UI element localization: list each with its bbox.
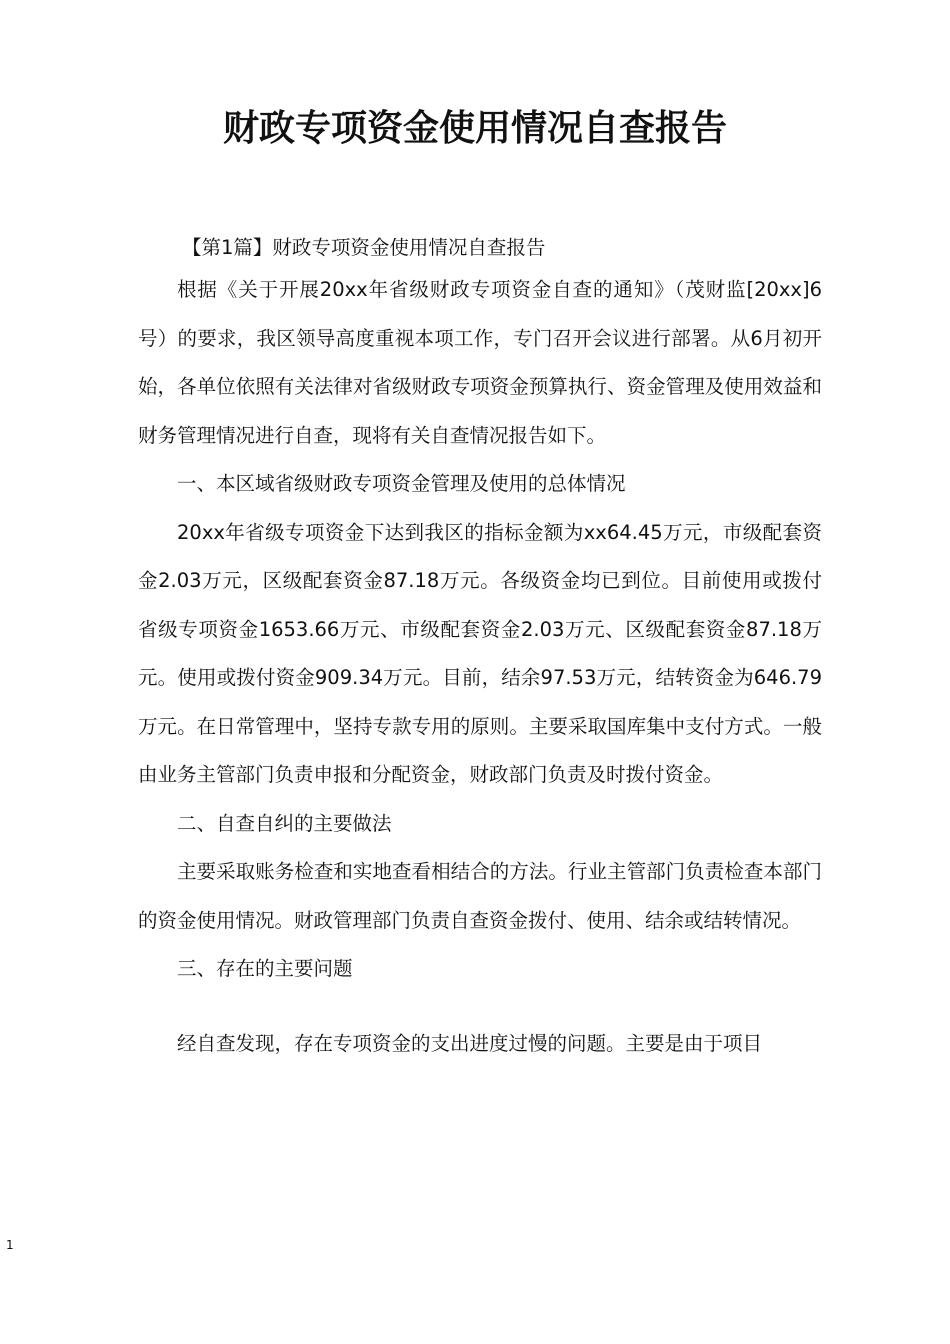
heading-self-check-methods: 二、自查自纠的主要做法 — [177, 811, 392, 835]
page-number: 1 — [6, 1238, 14, 1252]
document-body — [138, 230, 822, 1068]
document-title: 财政专项资金使用情况自查报告 — [222, 108, 727, 149]
heading-main-issues: 三、存在的主要问题 — [177, 957, 353, 980]
paragraph-intro: 根据《关于开展20xx年省级财政专项资金自查的通知》（茂财监[20xx]6号）的要求，我区领导高度重视本项工作，专门召开会议进行部署。从6月初开始，各单位依照有关法律对省级财政专项资金预算执行、资金管理及使用效益和财务管理情况进行自查，现将有关自查情况报告如下。 — [138, 278, 822, 447]
section-label: 【第1篇】财政专项资金使用情况自查报告 — [182, 236, 546, 259]
heading-overall-situation: 一、本区域省级财政专项资金管理及使用的总体情况 — [177, 472, 626, 495]
paragraph-issues: 经自查发现，存在专项资金的支出进度过慢的问题。主要是由于项目 — [177, 1031, 763, 1055]
paragraph-fund-summary: 20xx年省级专项资金下达到我区的指标金额为xx64.45万元，市级配套资金2.03万元，区级配套资金87.18万元。各级资金均已到位。目前使用或拨付省级专项资金1653.66万元、市级配套资金2.03万元、区级配套资金87.18万元。使用或拨付资金909.34万元。目前，结余97.53万元，结转资金为646.79万元。在日常管理中，坚持专款专用的原则。主要采取国库集中支付方式。一般由业务主管部门负责申报和分配资金，财政部门负责及时拨付资金。 — [138, 520, 822, 786]
paragraph-check-methods: 主要采取账务检查和实地查看相结合的方法。行业主管部门负责检查本部门的资金使用情况。财政管理部门负责自查资金拨付、使用、结余或结转情况。 — [138, 860, 822, 932]
